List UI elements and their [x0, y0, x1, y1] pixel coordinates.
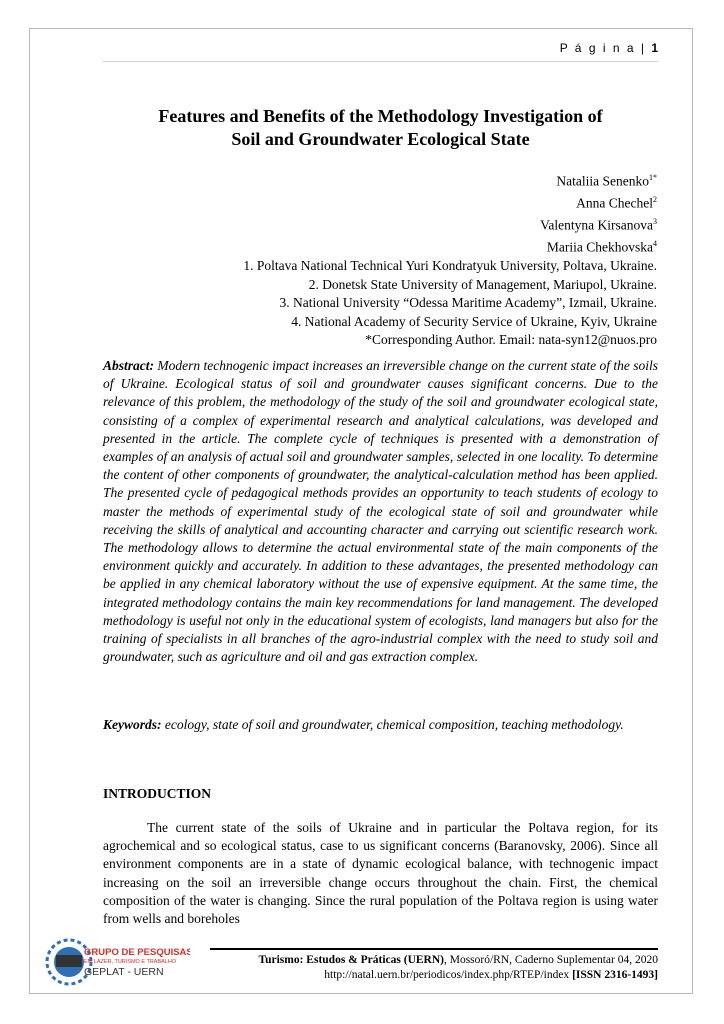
footer-citation	[258, 953, 658, 968]
affiliation: 2. Donetsk State University of Management, Mariupol, Ukraine.	[308, 276, 657, 292]
affiliation-list	[243, 257, 657, 350]
journal-url[interactable]: http://natal.uern.br/periodicos/index.php/RTEP/index	[324, 969, 570, 981]
page-header	[560, 41, 658, 55]
section-heading: INTRODUCTION	[103, 786, 212, 801]
abstract-text: Modern technogenic impact increases an irreversible change on the current state of the soils of Ukraine. Ecological status of soil and groundwater causes significant concerns. Due to the relevance of this problem, the methodology of the study of the soil and groundwater ecological state, consisting of a complex of experimental research and analytical calculations, was developed and presented in the article. The complete cycle of techniques is presented with a demonstration of examples of an analysis of actual soil and groundwater samples, selected in one locality. To determine the content of other components of groundwater, the analytical-calculation method has been applied. The presented cycle of pedagogical methods provides an opportunity to teach students of ecology to master the methods of experimental study of the ecological state of soil and groundwater while receiving the skills of analytical and accounting character and carrying out scientific research work. The methodology allows to determine the actual environmental state of the main components of the environment quickly and accurately. In addition to these advantages, the presented methodology can be applied in any chemical laboratory without the use of expensive equipment. At the same time, the integrated methodology contains the main key recommendations for land management. The developed methodology is useful not only in the educational system of ecologists, land managers but also for the training of specialists in all branches of the agro-industrial complex with the need to study soil and groundwater, such as agriculture and oil and gas extraction complex.	[103, 358, 659, 665]
logo-globe-icon	[40, 935, 190, 993]
page-label: P á g i n a |	[559, 41, 646, 55]
page-footer	[258, 953, 658, 983]
journal-name: Turismo: Estudos & Práticas (UERN)	[258, 954, 444, 966]
keywords	[103, 716, 658, 734]
logo-line1: GRUPO DE PESQUISAS	[84, 947, 190, 958]
logo-line2: EM LAZER, TURISMO E TRABALHO	[84, 959, 177, 965]
geplat-logo	[40, 935, 190, 993]
author: Nataliia Senenko$^{1*}$	[556, 173, 657, 189]
page-number: 1	[651, 41, 658, 55]
affiliation: 3. National University “Odessa Maritime Academy”, Izmail, Ukraine.	[279, 295, 657, 310]
journal-details: , Mossoró/RN, Caderno Suplementar 04, 2020	[443, 954, 658, 966]
affiliation: 1. Poltava National Technical Yuri Kondratyuk University, Poltava, Ukraine.	[243, 258, 657, 273]
abstract-label: Abstract:	[103, 358, 155, 373]
issn: [ISSN 2316-1493]	[572, 969, 658, 981]
author: Valentyna Kirsanova$^3$	[540, 217, 657, 233]
keywords-label: Keywords:	[103, 717, 162, 732]
author-list	[540, 169, 657, 257]
intro-paragraph: The current state of the soils of Ukraine and in particular the Poltava region, for its agrochemical and so ecological status, case to us significant concerns (Baranovsky, 2006). Since all environment components are in a state of dynamic ecological balance, with technogenic impact increasing on the soil an irreversible change occurs throughout the chain. First, the chemical composition of the water is changing. Since the rural population of the Poltava region is using water from wells and boreholes	[103, 820, 658, 927]
footer-link-line	[258, 968, 658, 983]
affiliation: 4. National Academy of Security Service of Ukraine, Kyiv, Ukraine	[291, 313, 657, 329]
footer-divider	[210, 948, 658, 950]
header-divider	[103, 61, 658, 62]
title-line: Features and Benefits of the Methodology Investigation of	[158, 106, 603, 126]
author: Anna Chechel$^2$	[576, 195, 657, 211]
corresponding-author: *Corresponding Author. Email: nata-syn12@nuos.pro	[365, 332, 657, 347]
paper-title	[103, 105, 658, 151]
author: Mariia Chekhovska$^4$	[546, 239, 657, 255]
title-line: Soil and Groundwater Ecological State	[231, 129, 530, 149]
abstract	[103, 357, 658, 666]
logo-line3: GEPLAT - UERN	[84, 966, 164, 978]
keywords-text: ecology, state of soil and groundwater, chemical composition, teaching methodology.	[164, 717, 624, 732]
